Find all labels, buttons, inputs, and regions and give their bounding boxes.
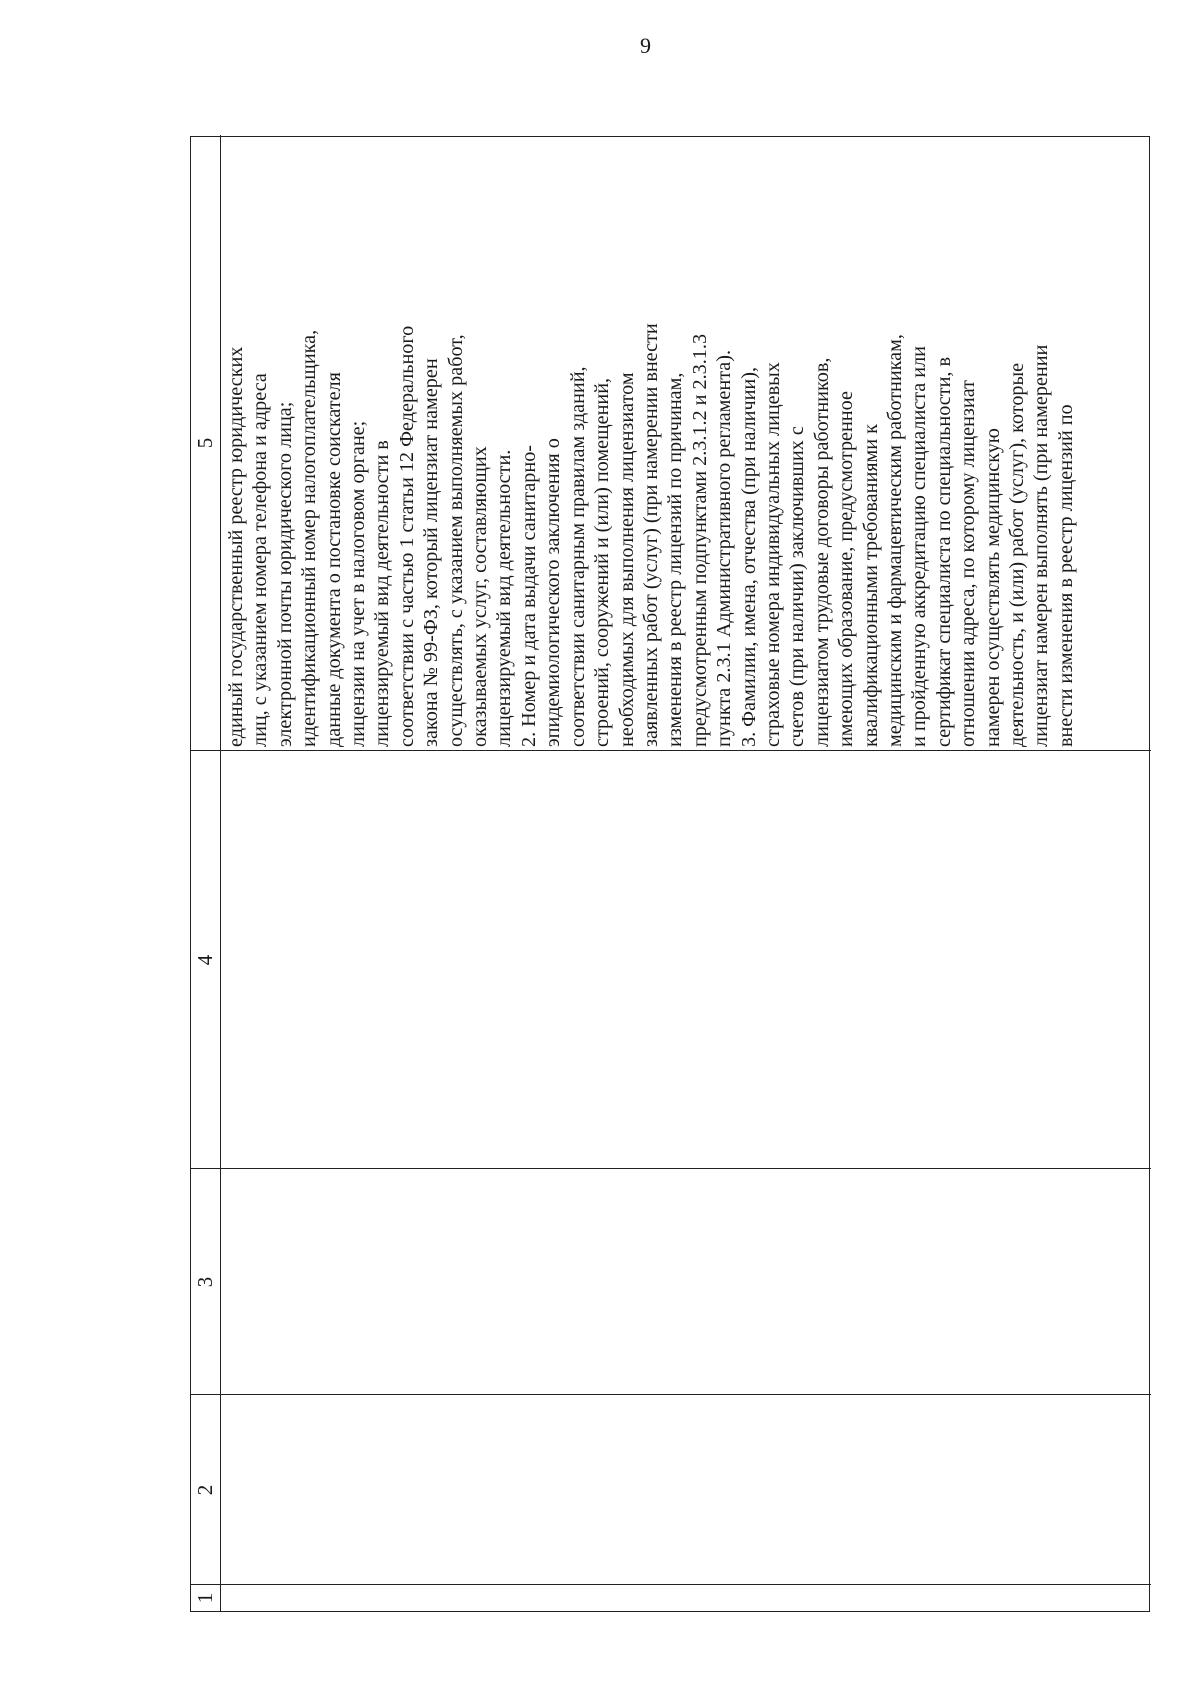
text-line: медицинским и фармацевтическим работникам, — [883, 334, 906, 747]
text-line: закона № 99-ФЗ, который лицензиат намерен — [420, 358, 443, 747]
text-line: и пройденную аккредитацию специалиста или — [908, 346, 931, 747]
column-divider — [191, 1584, 1151, 1585]
text-line: квалификационными требованиями к — [859, 424, 882, 747]
column-header-5: 5 — [191, 135, 221, 751]
column-header-3: 3 — [191, 1169, 221, 1395]
text-line: данные документа о постановке соискателя — [322, 372, 345, 747]
text-line: электронной почты юридического лица; — [273, 401, 296, 747]
text-line: изменения в реестр лицензий по причинам, — [664, 372, 687, 747]
text-line: имеющих образование, предусмотренное — [835, 391, 858, 747]
text-line: строений, сооружений и (или) помещений, — [591, 377, 614, 747]
text-line: предусмотренным подпунктами 2.3.1.2 и 2.3.1.3 — [688, 333, 711, 747]
text-line: лицензиат намерен выполнять (при намерении — [1030, 344, 1053, 747]
text-line: осуществлять, с указанием выполняемых работ, — [444, 334, 467, 747]
text-line: деятельность, и (или) работ (услуг), которые — [1006, 362, 1028, 747]
text-line: лицензии на учет в налоговом органе; — [347, 420, 370, 747]
column-header-1: 1 — [191, 1585, 221, 1611]
text-line: счетов (при наличии) заключивших с — [786, 426, 809, 747]
text-line: лиц, с указанием номера телефона и адреса — [249, 373, 272, 747]
text-line: необходимых для выполнения лицензиатом — [615, 372, 638, 747]
text-line: лицензируемый вид деятельности в — [371, 440, 394, 747]
text-line: страховые номера индивидуальных лицевых — [761, 362, 784, 747]
text-line: отношении адреса, по которому лицензиат — [957, 380, 980, 747]
text-line: 3. Фамилии, имена, отчества (при наличии), — [737, 367, 760, 747]
text-line: идентификационный номер налогоплательщика, — [298, 329, 321, 747]
column-divider — [191, 1394, 1151, 1395]
column-divider — [191, 1168, 1151, 1169]
column-header-4: 4 — [191, 751, 221, 1169]
text-line: заявленных работ (услуг) (при намерении внести — [639, 323, 662, 747]
text-line: эпидемиологического заключения о — [542, 438, 565, 747]
text-line: соответствии санитарным правилам зданий, — [566, 366, 589, 747]
text-line: намерен осуществлять медицинскую — [981, 428, 1004, 747]
text-line: лицензируемый вид деятельности. — [493, 449, 516, 747]
column-5-text — [224, 135, 1151, 751]
text-line: единый государственный реестр юридических — [225, 346, 247, 747]
rotated-table — [190, 136, 1150, 1612]
text-line: пункта 2.3.1 Административного регламента). — [713, 350, 736, 747]
column-header-2: 2 — [191, 1395, 221, 1585]
text-line: лицензиатом трудовые договоры работников, — [810, 357, 833, 747]
page-number: 9 — [640, 33, 651, 58]
text-line: соответствии с частью 1 статьи 12 Федерального — [395, 325, 418, 747]
text-line: 2. Номер и дата выдачи санитарно- — [517, 444, 540, 747]
text-line: внести изменения в реестр лицензий по — [1054, 404, 1077, 747]
text-line: оказываемых услуг, составляющих — [469, 446, 492, 747]
text-line: сертификат специалиста по специальности, в — [932, 357, 955, 747]
